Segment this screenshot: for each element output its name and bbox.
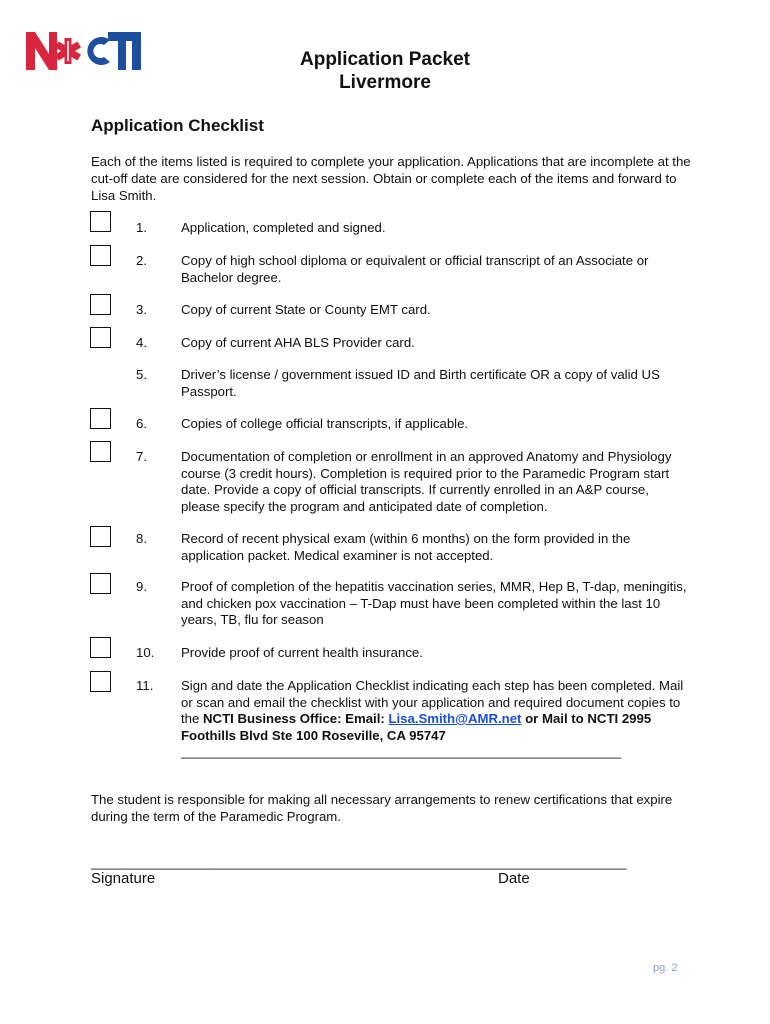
item-text: Documentation of completion or enrollment in an approved Anatomy and Physiology course (3 credit hours). Completion is required prior to the Paramedic Program start date. Provide a copy of official transcripts. If currently enrolled in an A&P course, please specify the program and anticipated date of completion.	[181, 449, 672, 514]
fill-in-line: ____________________________________________________________	[181, 744, 622, 759]
closing-paragraph: The student is responsible for making all necessary arrangements to renew certifications that expire during the term of the Paramedic Program.	[91, 792, 673, 824]
signature-label: Signature	[91, 870, 156, 887]
page-title	[285, 48, 485, 94]
item-text-main: Sign and date the Application Checklist indicating each step has been completed. Mail or scan and email the checklist with your application and required document copies to the	[181, 678, 684, 726]
checkbox[interactable]	[90, 245, 111, 266]
item-number: 1.	[136, 220, 147, 235]
checkbox[interactable]	[90, 327, 111, 348]
date-label: Date	[498, 870, 530, 887]
item-text: Record of recent physical exam (within 6 months) on the form provided in the application packet. Medical examiner is not accepted.	[181, 531, 631, 563]
item-number: 6.	[136, 416, 147, 431]
item-text	[181, 678, 691, 761]
logo-letter-c	[87, 37, 110, 65]
item-number: 10.	[136, 645, 155, 660]
page-number: pg. 2	[653, 962, 678, 974]
item-text: Application, completed and signed.	[181, 220, 386, 235]
item-text: Copy of high school diploma or equivalent or official transcript of an Associate or Bachelor degree.	[181, 253, 649, 285]
item-number: 8.	[136, 531, 147, 546]
checkbox[interactable]	[90, 211, 111, 232]
item-text: Provide proof of current health insurance.	[181, 645, 423, 660]
item-number: 3.	[136, 302, 147, 317]
item-number: 5.	[136, 367, 147, 382]
mailing-address: or Mail to NCTI 2995 Foothills Blvd Ste 100 Roseville, CA 95747	[181, 711, 652, 743]
checkbox[interactable]	[90, 637, 111, 658]
item-number: 9.	[136, 579, 147, 594]
item-number: 2.	[136, 253, 147, 268]
item-number: 7.	[136, 449, 147, 464]
item-text: Driver’s license / government issued ID and Birth certificate OR a copy of valid US Passport.	[181, 367, 660, 399]
item-number: 11.	[136, 678, 154, 693]
email-link[interactable]: Lisa.Smith@AMR.net	[388, 711, 522, 726]
item-text: Proof of completion of the hepatitis vaccination series, MMR, Hep B, T-dap, meningitis, and chicken pox vaccination – T-Dap must have been completed within the last 10 years, TB, flu for season	[181, 579, 687, 627]
business-office-label: NCTI Business Office: Email:	[203, 711, 385, 726]
signature-line[interactable]: _________________________________________________________________________	[91, 855, 627, 870]
title-line-2: Livermore	[339, 72, 431, 93]
logo-letter-n	[26, 32, 57, 70]
checkbox[interactable]	[90, 441, 111, 462]
checkbox[interactable]	[90, 294, 111, 315]
checkbox[interactable]	[90, 573, 111, 594]
title-line-1: Application Packet	[300, 49, 470, 70]
item-text: Copies of college official transcripts, if applicable.	[181, 416, 469, 431]
logo-letter-i	[132, 32, 141, 70]
checkbox[interactable]	[90, 526, 111, 547]
section-heading: Application Checklist	[91, 116, 264, 135]
item-number: 4.	[136, 335, 147, 350]
intro-paragraph: Each of the items listed is required to complete your application. Applications that are incomplete at the cut-off date are considered for the next session. Obtain or complete each of the items and forward to Lisa Smith.	[91, 154, 691, 203]
item-text: Copy of current State or County EMT card.	[181, 302, 431, 317]
checkbox[interactable]	[90, 671, 111, 692]
checkbox[interactable]	[90, 408, 111, 429]
logo-letter-t	[108, 32, 136, 70]
star-of-life-icon	[55, 38, 81, 64]
ncti-logo	[24, 30, 144, 72]
item-text: Copy of current AHA BLS Provider card.	[181, 335, 415, 350]
